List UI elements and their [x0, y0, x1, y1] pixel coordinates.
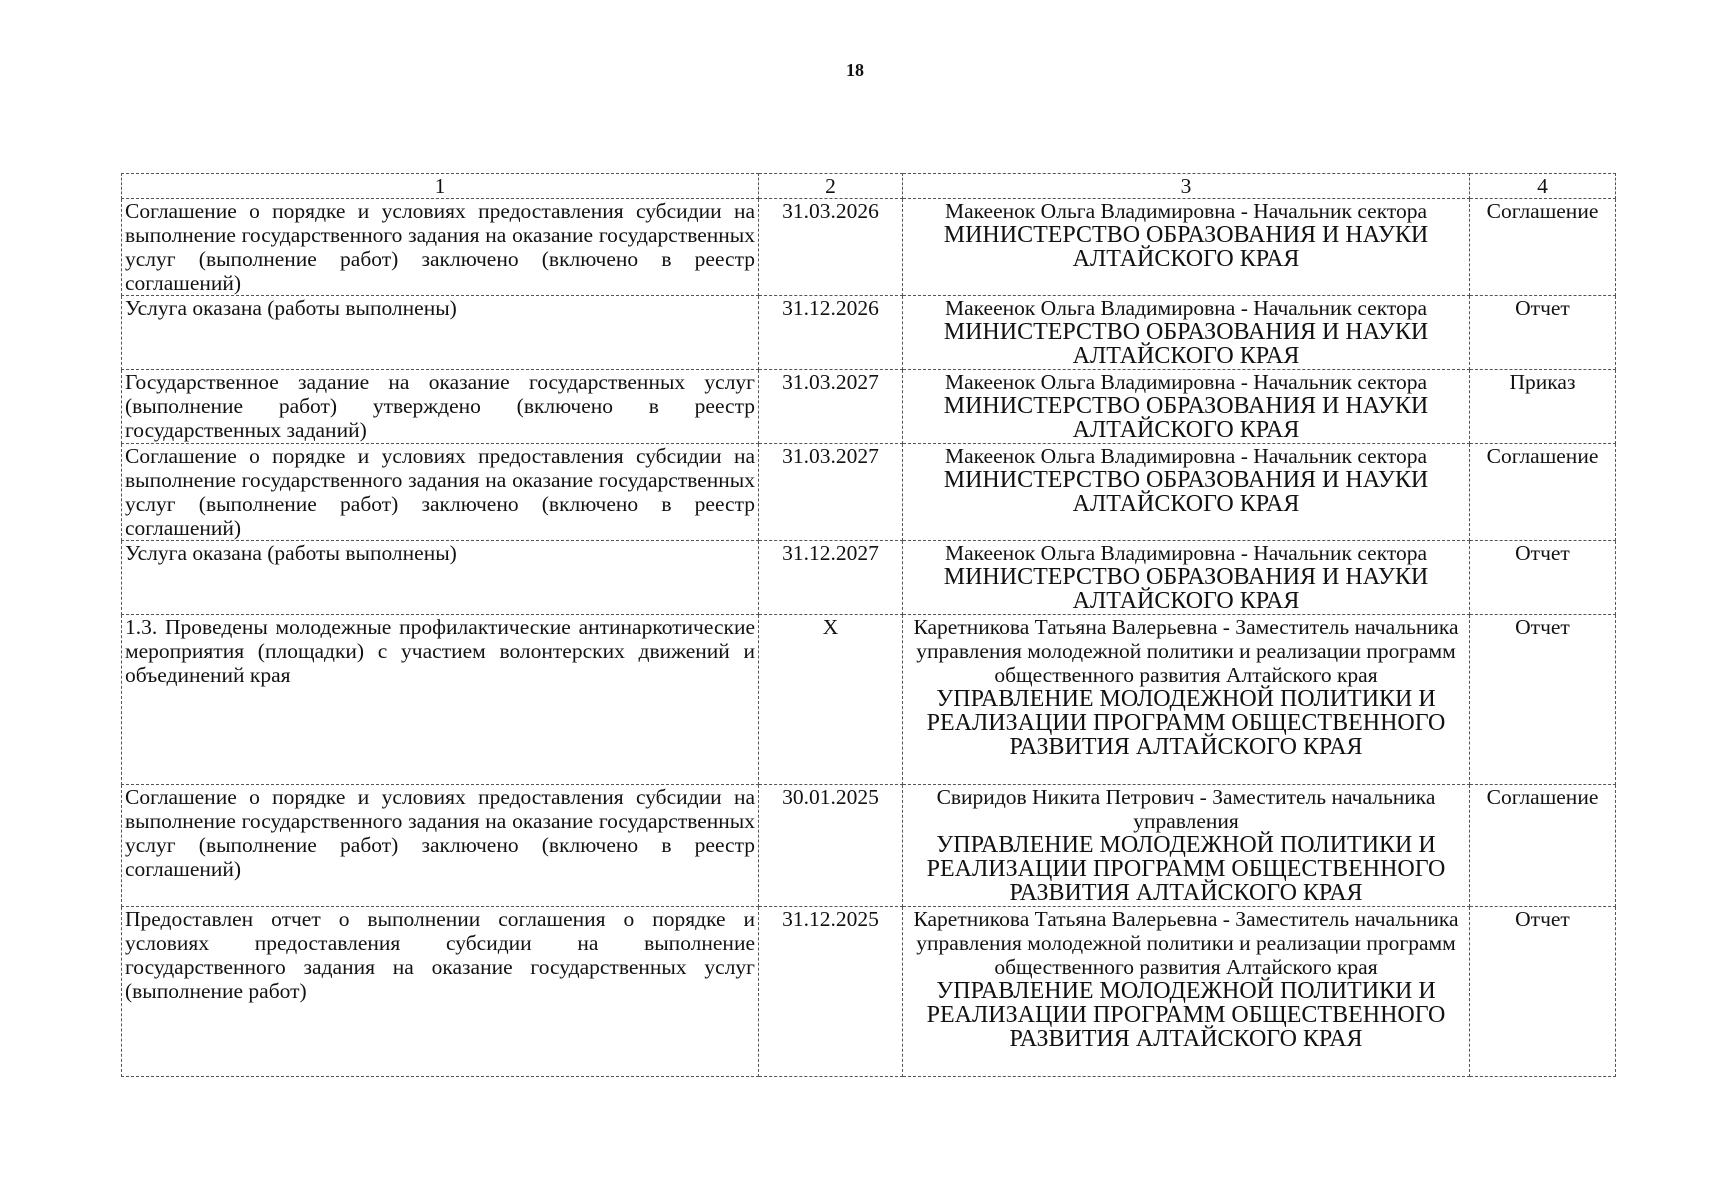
header-cell: 1: [122, 174, 759, 199]
responsible-organization: МИНИСТЕРСТВО ОБРАЗОВАНИЯ И НАУКИ АЛТАЙСКОГО КРАЯ: [943, 393, 1429, 443]
responsible-person: Каретникова Татьяна Валерьевна - Заместитель начальника управления молодежной политики и реализации программ общественного развития Алтайского края: [913, 615, 1459, 687]
responsible-person: Макеенок Ольга Владимировна - Начальник сектора: [944, 541, 1428, 565]
schedule-table: [121, 173, 1616, 1077]
responsible-organization: УПРАВЛЕНИЕ МОЛОДЕЖНОЙ ПОЛИТИКИ И РЕАЛИЗАЦИИ ПРОГРАММ ОБЩЕСТВЕННОГО РАЗВИТИЯ АЛТАЙСКОГО КРАЯ: [926, 832, 1446, 906]
table-row: [122, 296, 1616, 370]
header-row: [122, 174, 1616, 199]
header-cell: 2: [759, 174, 903, 199]
document-type: Соглашение: [1470, 199, 1616, 296]
responsible-cell: [903, 541, 1470, 615]
responsible-organization: УПРАВЛЕНИЕ МОЛОДЕЖНОЙ ПОЛИТИКИ И РЕАЛИЗАЦИИ ПРОГРАММ ОБЩЕСТВЕННОГО РАЗВИТИЯ АЛТАЙСКОГО КРАЯ: [926, 978, 1446, 1052]
responsible-organization: УПРАВЛЕНИЕ МОЛОДЕЖНОЙ ПОЛИТИКИ И РЕАЛИЗАЦИИ ПРОГРАММ ОБЩЕСТВЕННОГО РАЗВИТИЯ АЛТАЙСКОГО КРАЯ: [926, 686, 1446, 760]
event-date: X: [759, 615, 903, 785]
responsible-organization: МИНИСТЕРСТВО ОБРАЗОВАНИЯ И НАУКИ АЛТАЙСКОГО КРАЯ: [943, 319, 1429, 369]
event-date: 31.03.2027: [759, 370, 903, 444]
event-date: 30.01.2025: [759, 785, 903, 907]
event-description: 1.3. Проведены молодежные профилактические антинаркотические мероприятия (площадки) с участием волонтерских движений и объединений края: [122, 615, 759, 785]
header-cell: 4: [1470, 174, 1616, 199]
event-description: Соглашение о порядке и условиях предоставления субсидии на выполнение государственного задания на оказание государственных услуг (выполнение работ) заключено (включено в реестр соглашений): [122, 199, 759, 296]
table-row: [122, 615, 1616, 785]
responsible-person: Макеенок Ольга Владимировна - Начальник сектора: [944, 199, 1428, 223]
responsible-cell: [903, 370, 1470, 444]
document-type: Соглашение: [1470, 444, 1616, 541]
event-description: Предоставлен отчет о выполнении соглашения о порядке и условиях предоставления субсидии на выполнение государственного задания на оказание государственных услуг (выполнение работ): [122, 907, 759, 1077]
responsible-person: Макеенок Ольга Владимировна - Начальник сектора: [944, 444, 1428, 468]
responsible-organization: МИНИСТЕРСТВО ОБРАЗОВАНИЯ И НАУКИ АЛТАЙСКОГО КРАЯ: [943, 564, 1429, 614]
event-description: Услуга оказана (работы выполнены): [122, 296, 759, 370]
header-cell: 3: [903, 174, 1470, 199]
document-type: Соглашение: [1470, 785, 1616, 907]
event-date: 31.12.2026: [759, 296, 903, 370]
responsible-cell: [903, 444, 1470, 541]
document-type: Отчет: [1470, 615, 1616, 785]
table-row: [122, 444, 1616, 541]
responsible-person: Каретникова Татьяна Валерьевна - Заместитель начальника управления молодежной политики и реализации программ общественного развития Алтайского края: [913, 907, 1459, 979]
responsible-cell: [903, 296, 1470, 370]
event-date: 31.12.2027: [759, 541, 903, 615]
responsible-person: Макеенок Ольга Владимировна - Начальник сектора: [944, 370, 1428, 394]
responsible-organization: МИНИСТЕРСТВО ОБРАЗОВАНИЯ И НАУКИ АЛТАЙСКОГО КРАЯ: [943, 222, 1429, 272]
event-description: Соглашение о порядке и условиях предоставления субсидии на выполнение государственного задания на оказание государственных услуг (выполнение работ) заключено (включено в реестр соглашений): [122, 785, 759, 907]
document-type: Отчет: [1470, 296, 1616, 370]
table-row: [122, 370, 1616, 444]
event-date: 31.03.2027: [759, 444, 903, 541]
page-number: 18: [846, 60, 864, 80]
event-description: Государственное задание на оказание государственных услуг (выполнение работ) утверждено (включено в реестр государственных заданий): [122, 370, 759, 444]
event-description: Услуга оказана (работы выполнены): [122, 541, 759, 615]
table-row: [122, 541, 1616, 615]
event-date: 31.12.2025: [759, 907, 903, 1077]
document-type: Приказ: [1470, 370, 1616, 444]
responsible-person: Свиридов Никита Петрович - Заместитель начальника управления: [936, 785, 1436, 833]
event-date: 31.03.2026: [759, 199, 903, 296]
document-type: Отчет: [1470, 907, 1616, 1077]
table-row: [122, 907, 1616, 1077]
responsible-person: Макеенок Ольга Владимировна - Начальник сектора: [944, 296, 1428, 320]
responsible-organization: МИНИСТЕРСТВО ОБРАЗОВАНИЯ И НАУКИ АЛТАЙСКОГО КРАЯ: [943, 467, 1429, 517]
responsible-cell: [903, 907, 1470, 1077]
table-row: [122, 785, 1616, 907]
responsible-cell: [903, 615, 1470, 785]
responsible-cell: [903, 785, 1470, 907]
event-description: Соглашение о порядке и условиях предоставления субсидии на выполнение государственного задания на оказание государственных услуг (выполнение работ) заключено (включено в реестр соглашений): [122, 444, 759, 541]
table-row: [122, 199, 1616, 296]
document-type: Отчет: [1470, 541, 1616, 615]
responsible-cell: [903, 199, 1470, 296]
